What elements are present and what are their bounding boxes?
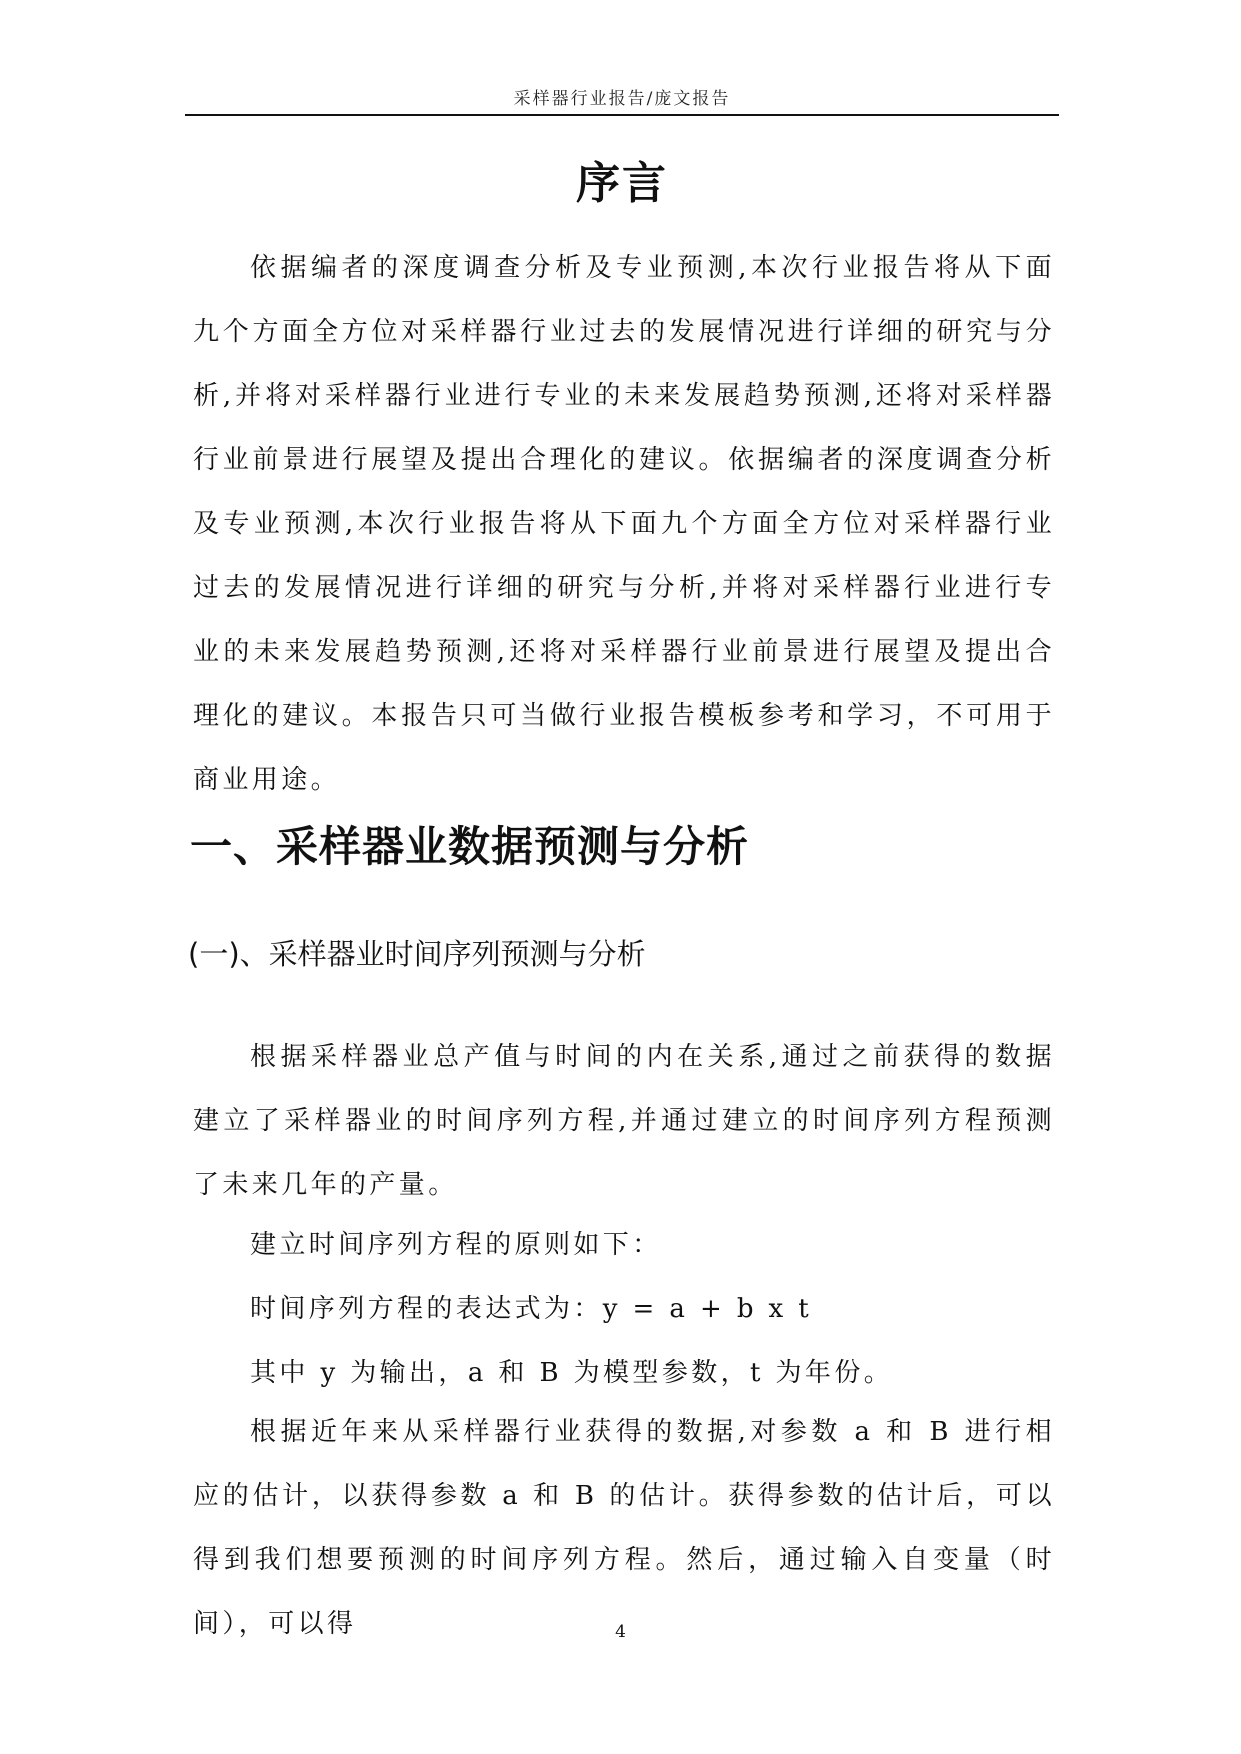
header-divider — [185, 114, 1059, 116]
principle-line: 建立时间序列方程的原则如下： — [250, 1230, 662, 1260]
formula-line: 时间序列方程的表达式为：y = a + b x t — [250, 1294, 813, 1324]
section-heading: 一、采样器业数据预测与分析 — [190, 822, 750, 871]
page-number: 4 — [615, 1622, 626, 1642]
body-paragraph-estimation: 根据近年来从采样器行业获得的数据,对参数 a 和 B 进行相应的估计，以获得参数 a 和 B 的估计。获得参数的估计后，可以得到我们想要预测的时间序列方程。然后，通过输入自变量（时间），可以得 — [193, 1417, 1055, 1639]
preface-paragraph: 依据编者的深度调查分析及专业预测,本次行业报告将从下面九个方面全方位对采样器行业过去的发展情况进行详细的研究与分析,并将对采样器行业进行专业的未来发展趋势预测,还将对采样器行业前景进行展望及提出合理化的建议。依据编者的深度调查分析及专业预测,本次行业报告将从下面九个方面全方位对采样器行业过去的发展情况进行详细的研究与分析,并将对采样器行业进行专业的未来发展趋势预测,还将对采样器行业前景进行展望及提出合理化的建议。本报告只可当做行业报告模板参考和学习，不可用于商业用途。 — [193, 253, 1055, 795]
running-header: 采样器行业报告/庞文报告 — [513, 89, 731, 109]
subsection-heading: (一)、采样器业时间序列预测与分析 — [188, 937, 646, 971]
variables-line: 其中 y 为输出，a 和 B 为模型参数，t 为年份。 — [250, 1358, 894, 1388]
preface-title: 序言 — [576, 158, 668, 209]
body-paragraph-intro: 根据采样器业总产值与时间的内在关系,通过之前获得的数据建立了采样器业的时间序列方程,并通过建立的时间序列方程预测了未来几年的产量。 — [193, 1042, 1055, 1200]
